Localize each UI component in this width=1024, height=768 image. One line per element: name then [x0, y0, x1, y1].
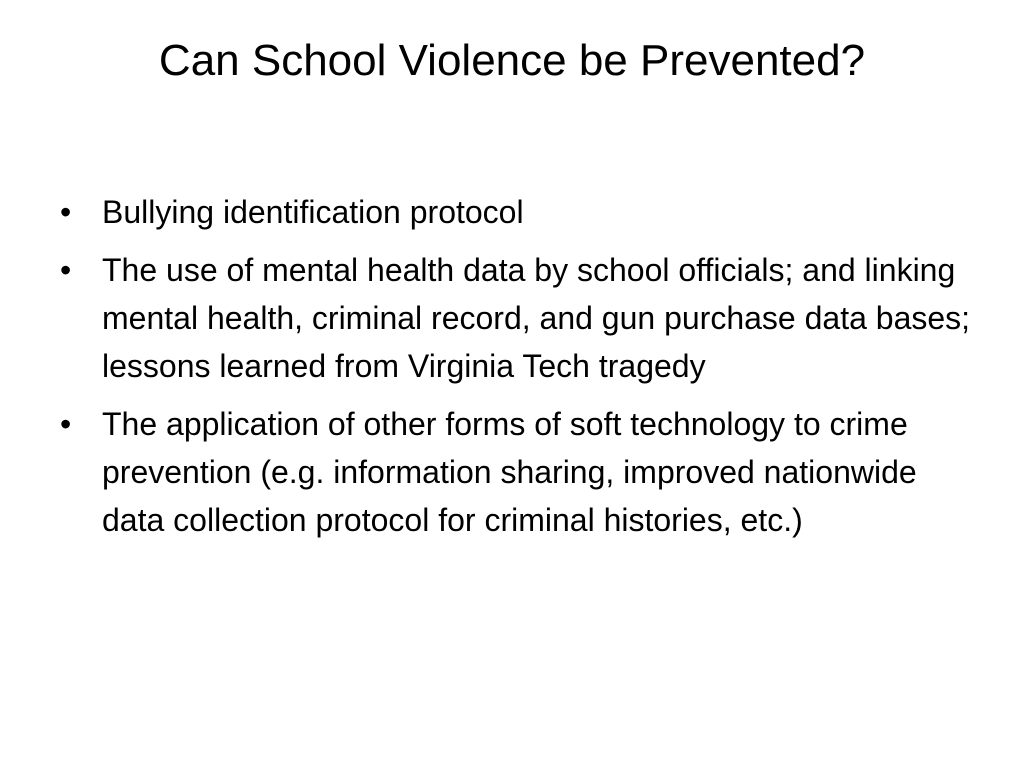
- bullet-text: The application of other forms of soft technology to crime prevention (e.g. information sharing, improved nationwide data collection protocol for criminal histories, etc.): [102, 406, 917, 538]
- bullet-icon: •: [60, 406, 72, 442]
- bullet-text: Bullying identification protocol: [102, 194, 524, 230]
- list-item: [60, 400, 980, 544]
- bullet-icon: •: [60, 194, 72, 230]
- list-item: [60, 246, 980, 390]
- list-item: [60, 188, 980, 236]
- bullet-list: [60, 188, 980, 554]
- slide-title: Can School Violence be Prevented?: [158, 36, 866, 85]
- bullet-text: The use of mental health data by school officials; and linking mental health, criminal record, and gun purchase data bases; lessons learned from Virginia Tech tragedy: [102, 252, 971, 384]
- bullet-icon: •: [60, 252, 72, 288]
